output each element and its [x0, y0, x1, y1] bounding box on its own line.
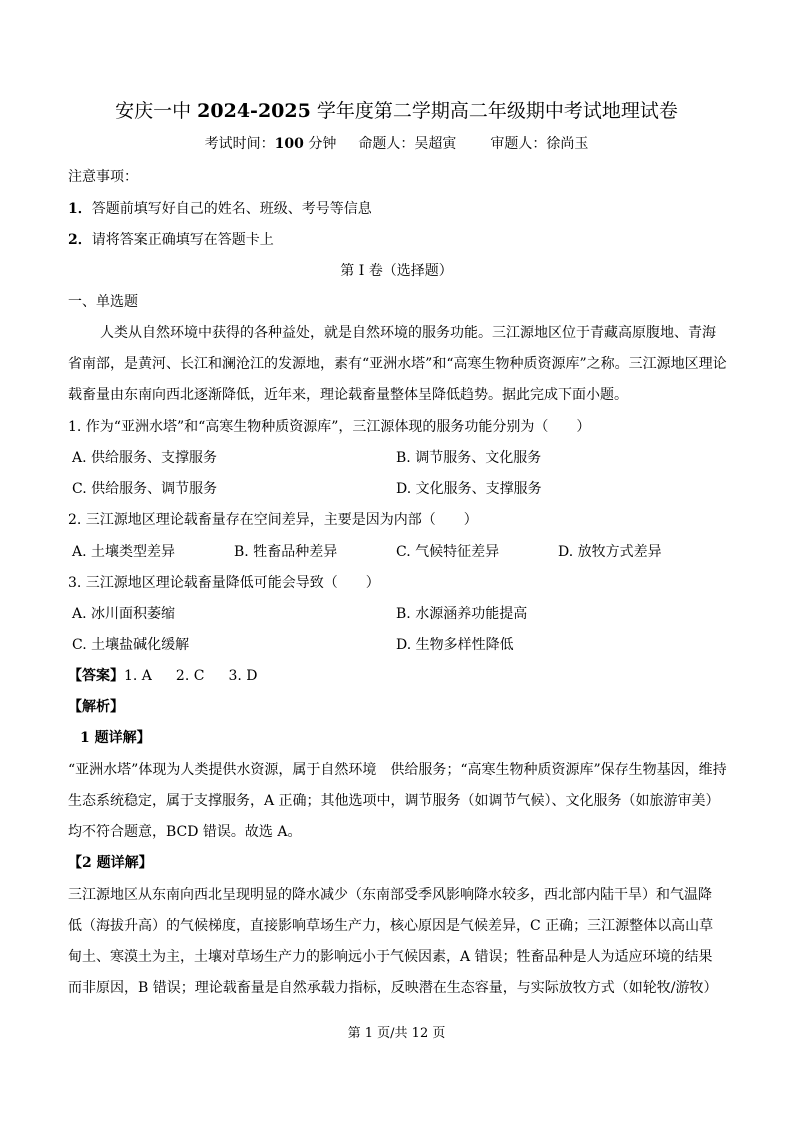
passage-line: 载畜量由东南向西北逐渐降低，近年来，理论载畜量整体呈降低趋势。据此完成下面小题。 — [68, 387, 628, 403]
title-exam-name: 学年度第二学期高二年级期中考试地理试卷 — [310, 100, 678, 122]
analysis-line: 生态系统稳定，属于支撑服务，A 正确；其他选项中，调节服务（如调节气候）、文化服务（如旅游审美） — [68, 793, 720, 809]
detail-heading-1: 1 题详解】 — [80, 730, 151, 746]
analysis-line: 甸土、寒漠土为主，土壤对草场生产力的影响远小于气候因素，A 错误；牲畜品种是人为适应环境的结果 — [68, 949, 713, 965]
passage-line: 人类从自然环境中获得的各种益处，就是自然环境的服务功能。三江源地区位于青藏高原腹地、青海 — [100, 325, 716, 341]
part-title: 一、单选题 — [68, 294, 138, 310]
passage-line: 省南部，是黄河、长江和澜沧江的发源地，素有“亚洲水塔”和“高寒生物种质资源库”之称。三江源地区理论 — [68, 356, 727, 372]
note-text: 答题前填写好自己的姓名、班级、考号等信息 — [91, 201, 372, 217]
option-b: B. 水源涵养功能提高 — [396, 606, 528, 622]
option-a: A. 土壤类型差异 — [72, 544, 176, 560]
option-d: D. 生物多样性降低 — [396, 637, 514, 653]
option-b: B. 牲畜品种差异 — [234, 544, 338, 560]
option-a: A. 冰川面积萎缩 — [72, 606, 176, 622]
question-stem: 1. 作为“亚洲水塔”和“高寒生物种质资源库”，三江源体现的服务功能分别为（ ） — [68, 419, 591, 435]
option-c: C. 土壤盐碱化缓解 — [72, 637, 190, 653]
exam-meta — [0, 134, 793, 154]
answer-tag: 【答案】 — [68, 668, 124, 684]
analysis-line: 三江源地区从东南向西北呈现明显的降水减少（东南部受季风影响降水较多，西北部内陆干旱）和气温降 — [68, 887, 712, 903]
note-number: 1． — [68, 201, 92, 217]
question-stem: 2. 三江源地区理论载畜量存在空间差异，主要是因为内部（ ） — [68, 512, 478, 528]
option-d: D. 文化服务、支撑服务 — [396, 481, 542, 497]
title-school: 安庆一中 — [115, 100, 198, 122]
note-item — [68, 230, 274, 250]
author-label: 命题人：吴超寅 — [358, 136, 457, 152]
time-label: 考试时间： — [204, 136, 275, 152]
detail-heading-2: 【2 题详解】 — [68, 855, 153, 871]
page-title — [0, 98, 793, 124]
analysis-line: 低（海拔升高）的气候梯度，直接影响草场生产力，核心原因是气候差异，C 正确；三江源整体以高山草 — [68, 918, 714, 934]
page-footer: 第 1 页/共 12 页 — [347, 1026, 446, 1041]
note-text: 请将答案正确填写在答题卡上 — [91, 232, 274, 248]
option-c: C. 气候特征差异 — [396, 544, 500, 560]
note-number: 2． — [68, 232, 92, 248]
option-a: A. 供给服务、支撑服务 — [72, 450, 218, 466]
notes-heading: 注意事项： — [68, 169, 138, 185]
option-b: B. 调节服务、文化服务 — [396, 450, 542, 466]
question-stem: 3. 三江源地区理论载畜量降低可能会导致（ ） — [68, 575, 380, 591]
option-c: C. 供给服务、调节服务 — [72, 481, 218, 497]
reviewer-label: 审题人：徐尚玉 — [490, 136, 589, 152]
answer-value: 2. C — [175, 668, 205, 684]
answer-value: 3. D — [228, 668, 258, 684]
analysis-line: 均不符合题意，BCD 错误。故选 A。 — [68, 824, 302, 840]
answer-value: 1. A — [124, 668, 152, 684]
analysis-line: “亚洲水塔”体现为人类提供水资源，属于自然环境 供给服务；“高寒生物种质资源库”保存生物基因，维持 — [68, 762, 727, 778]
title-years: 2024-2025 — [197, 100, 311, 122]
volume-title: 第 I 卷（选择题） — [340, 263, 453, 279]
note-item — [68, 199, 372, 219]
option-d: D. 放牧方式差异 — [558, 544, 662, 560]
answer-line — [68, 666, 258, 686]
analysis-line: 而非原因，B 错误；理论载畜量是自然承载力指标，反映潜在生态容量，与实际放牧方式（如轮牧/游牧） — [68, 980, 718, 996]
time-value: 100 — [274, 136, 304, 152]
time-unit: 分钟 — [303, 136, 337, 152]
analysis-tag: 【解析】 — [68, 699, 124, 715]
